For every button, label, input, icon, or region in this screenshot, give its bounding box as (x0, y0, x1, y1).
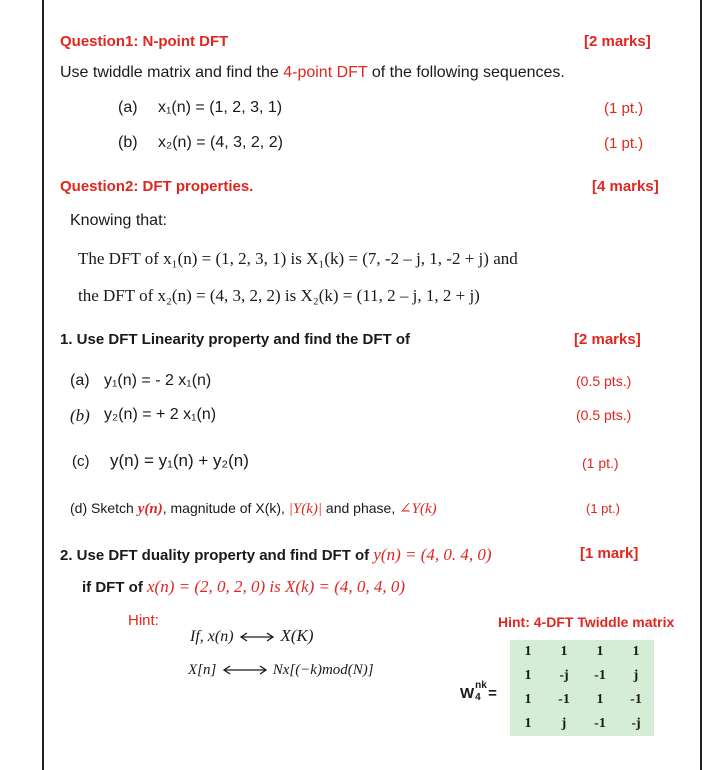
q1-intro-post: of the following sequences. (367, 64, 565, 81)
p1-item-b-expr: y₂(n) = + 2 x₁(n) (104, 406, 217, 423)
twiddle-cell: j (633, 668, 639, 683)
q2-title: Question2: DFT properties. (60, 178, 254, 195)
p1-item-d-phase: ∠Y(k) (399, 501, 437, 517)
long-double-arrow-icon (221, 664, 269, 676)
q1-item-a-pts: (1 pt.) (604, 100, 644, 117)
q1-marks: [2 marks] (584, 33, 651, 50)
twiddle-sup: nk (475, 680, 487, 691)
q1-item-b-label: (b) (118, 134, 138, 151)
twiddle-matrix (510, 640, 654, 736)
hint-rule2 (188, 661, 374, 679)
twiddle-row (510, 640, 654, 664)
p1-marks: [2 marks] (574, 331, 641, 348)
twiddle-cell: 1 (524, 644, 532, 659)
twiddle-cell: 1 (596, 644, 604, 659)
twiddle-cell: 1 (524, 716, 532, 731)
p1-title: 1. Use DFT Linearity property and find the DFT of (60, 331, 411, 348)
p2-line2-pre: if DFT of (82, 579, 147, 596)
q2-knowing: Knowing that: (70, 212, 167, 229)
p2-line2 (82, 577, 405, 597)
p2-line1 (60, 545, 492, 565)
q1-item-a-expr: x₁(n) = (1, 2, 3, 1) (158, 99, 283, 116)
twiddle-title-text: Hint: 4-DFT Twiddle matrix (498, 614, 675, 630)
p1-item-c-expr: y(n) = y₁(n) + y₂(n) (110, 451, 249, 470)
p1-item-d-mid: , magnitude of X(k), (162, 500, 289, 516)
twiddle-cell: -1 (630, 692, 642, 707)
twiddle-cell: -1 (558, 692, 570, 707)
q1-item-b-expr: x₂(n) = (4, 3, 2, 2) (158, 134, 283, 151)
twiddle-row (510, 688, 654, 712)
hint-rule1-pre: If, x(n) (190, 628, 234, 645)
double-arrow-icon (238, 631, 276, 643)
twiddle-w: W (460, 685, 475, 702)
q2-line2: the DFT of x₂(n) = (4, 3, 2, 2) is X₂(k) = (11, 2 – j, 1, 2 + j) (78, 286, 480, 305)
hint-rule2-post: Nx[(−k)mod(N)] (272, 662, 374, 678)
twiddle-cell: j (561, 716, 567, 731)
q2-marks: [4 marks] (592, 178, 659, 195)
p1-item-d-mag: |Y(k)| (288, 501, 323, 517)
p2-title-pre: 2. Use DFT duality property and find DFT of (60, 547, 374, 564)
p2-marks: [1 mark] (580, 545, 639, 562)
twiddle-cell: -1 (594, 716, 606, 731)
p2-title-expr: y(n) = (4, 0. 4, 0) (373, 545, 492, 564)
p1-item-a-label: (a) (70, 372, 90, 389)
p1-item-c-pts: (1 pt.) (582, 455, 619, 471)
p1-item-d (70, 499, 437, 518)
q1-intro-highlight: 4-point DFT (283, 64, 368, 81)
twiddle-cell: -1 (594, 668, 606, 683)
twiddle-title (498, 614, 674, 630)
p1-item-a-expr: y₁(n) = - 2 x₁(n) (104, 372, 212, 389)
twiddle-cell: 1 (632, 644, 640, 659)
twiddle-eq: = (488, 685, 497, 702)
twiddle-cell: 1 (524, 668, 532, 683)
hint-rule2-pre: X[n] (188, 662, 217, 678)
twiddle-cell: -j (631, 716, 641, 731)
twiddle-cell: 1 (524, 692, 532, 707)
q1-intro-pre: Use twiddle matrix and find the (60, 64, 284, 81)
p2-line2-expr: x(n) = (2, 0, 2, 0) is X(k) = (4, 0, 4, 0) (146, 577, 406, 596)
q2-line1: The DFT of x₁(n) = (1, 2, 3, 1) is X₁(k) = (7, -2 – j, 1, -2 + j) and (78, 249, 518, 268)
twiddle-symbol (460, 680, 497, 703)
q1-intro (60, 64, 565, 82)
twiddle-row (510, 664, 654, 688)
twiddle-cell: 1 (596, 692, 604, 707)
p1-item-d-and: and phase, (322, 500, 400, 516)
twiddle-cell: -j (559, 668, 569, 683)
p1-item-c-label: (c) (72, 453, 90, 470)
q1-item-b-pts: (1 pt.) (604, 135, 644, 152)
p1-item-b-pts: (0.5 pts.) (576, 407, 632, 423)
q1-item-a-label: (a) (118, 99, 138, 116)
p1-item-d-label: (d) (70, 500, 88, 516)
twiddle-row (510, 712, 654, 736)
p1-item-d-y: y(n) (137, 501, 163, 517)
hint-rule1-post: X(K) (280, 626, 314, 645)
p1-item-a-pts: (0.5 pts.) (576, 373, 632, 389)
twiddle-cell: 1 (560, 644, 568, 659)
p1-item-d-pre: Sketch (91, 500, 138, 516)
page-border-right (700, 0, 702, 770)
hint-rule1 (190, 626, 313, 646)
hint-label: Hint: (128, 612, 159, 629)
p1-item-b-label: (b) (70, 406, 90, 425)
page-border-left (42, 0, 44, 770)
twiddle-sub: 4 (475, 692, 481, 703)
q1-title: Question1: N-point DFT (60, 33, 229, 50)
p1-item-d-pts: (1 pt.) (586, 501, 620, 516)
